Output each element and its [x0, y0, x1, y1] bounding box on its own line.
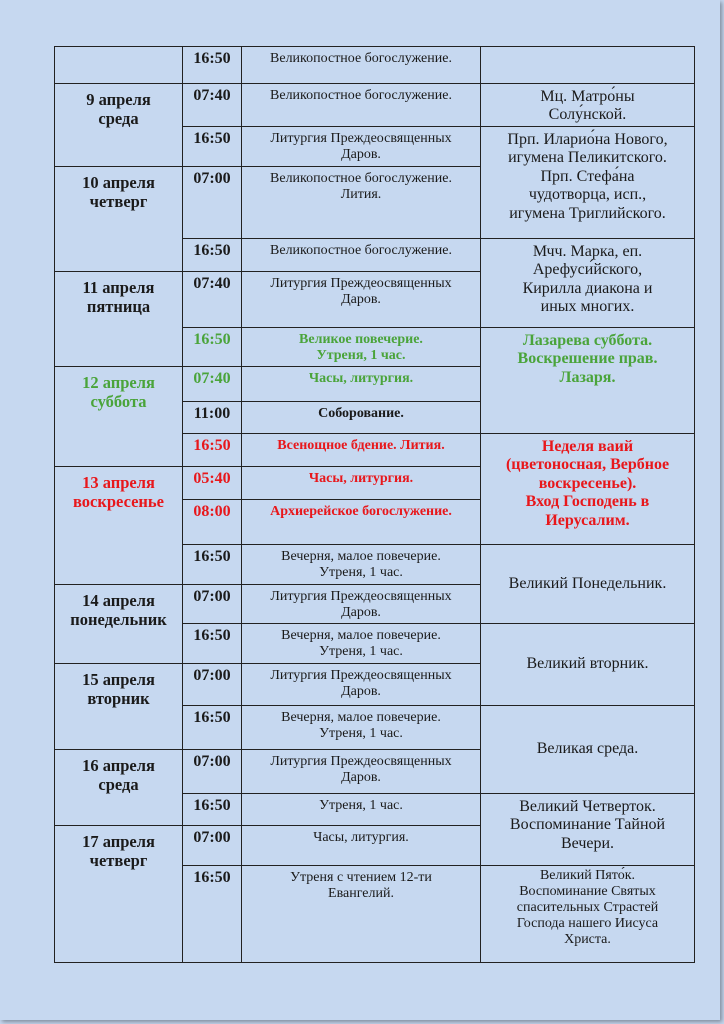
- day-cell: 9 апреля среда: [55, 84, 183, 167]
- time-cell: 16:50: [183, 434, 242, 467]
- day-cell: 15 апреля вторник: [55, 664, 183, 750]
- service-cell: Литургия Преждеосвященных Даров.: [242, 664, 481, 706]
- service-cell: Великопостное богослужение.: [242, 239, 481, 272]
- feast-cell: [481, 47, 695, 84]
- time-cell: 16:50: [183, 866, 242, 963]
- time-cell: 16:50: [183, 706, 242, 750]
- time-cell: 16:50: [183, 545, 242, 585]
- time-cell: 08:00: [183, 500, 242, 545]
- day-cell: 10 апреля четверг: [55, 167, 183, 272]
- time-cell: 07:00: [183, 750, 242, 794]
- service-schedule-table: [54, 46, 695, 963]
- service-cell: Всенощное бдение. Лития.: [242, 434, 481, 467]
- feast-cell: Великий вторник.: [481, 624, 695, 706]
- service-cell: Соборование.: [242, 402, 481, 434]
- time-cell: 07:40: [183, 84, 242, 127]
- day-cell: 11 апреля пятница: [55, 272, 183, 367]
- feast-cell: Великий Понедельник.: [481, 545, 695, 624]
- feast-cell: Лазарева суббота. Воскрешение прав. Лазаря.: [481, 328, 695, 434]
- day-cell: [55, 47, 183, 84]
- day-cell: 14 апреля понедельник: [55, 585, 183, 664]
- service-cell: Великопостное богослужение. Лития.: [242, 167, 481, 239]
- day-cell: 12 апреля суббота: [55, 367, 183, 467]
- time-cell: 07:00: [183, 167, 242, 239]
- time-cell: 07:00: [183, 585, 242, 624]
- feast-cell: Мц. Матро́ны Солу́нской.: [481, 84, 695, 127]
- feast-cell: Великая среда.: [481, 706, 695, 794]
- service-cell: Литургия Преждеосвященных Даров.: [242, 127, 481, 167]
- service-cell: Литургия Преждеосвященных Даров.: [242, 750, 481, 794]
- time-cell: 05:40: [183, 467, 242, 500]
- table-row: [55, 84, 695, 127]
- feast-cell: Прп. Иларио́на Нового, игумена Пеликитского. Прп. Стефа́на чудотворца, исп., игумена Триглийского.: [481, 127, 695, 239]
- service-cell: Вечерня, малое повечерие. Утреня, 1 час.: [242, 545, 481, 585]
- time-cell: 16:50: [183, 794, 242, 826]
- service-cell: Часы, литургия.: [242, 367, 481, 402]
- service-cell: Утреня с чтением 12-ти Евангелий.: [242, 866, 481, 963]
- service-cell: Часы, литургия.: [242, 467, 481, 500]
- service-cell: Вечерня, малое повечерие. Утреня, 1 час.: [242, 706, 481, 750]
- time-cell: 07:40: [183, 367, 242, 402]
- service-cell: Литургия Преждеосвященных Даров.: [242, 272, 481, 328]
- time-cell: 07:00: [183, 826, 242, 866]
- service-cell: Утреня, 1 час.: [242, 794, 481, 826]
- service-cell: Великое повечерие. Утреня, 1 час.: [242, 328, 481, 367]
- day-cell: 16 апреля среда: [55, 750, 183, 826]
- time-cell: 11:00: [183, 402, 242, 434]
- day-cell: 17 апреля четверг: [55, 826, 183, 963]
- service-cell: Великопостное богослужение.: [242, 47, 481, 84]
- service-cell: Великопостное богослужение.: [242, 84, 481, 127]
- time-cell: 16:50: [183, 624, 242, 664]
- service-cell: Часы, литургия.: [242, 826, 481, 866]
- time-cell: 16:50: [183, 47, 242, 84]
- feast-cell: Великий Пято́к. Воспоминание Святых спасительных Страстей Господа нашего Иисуса Христа.: [481, 866, 695, 963]
- day-cell: 13 апреля воскресенье: [55, 467, 183, 585]
- time-cell: 16:50: [183, 239, 242, 272]
- service-cell: Литургия Преждеосвященных Даров.: [242, 585, 481, 624]
- time-cell: 07:40: [183, 272, 242, 328]
- time-cell: 16:50: [183, 328, 242, 367]
- time-cell: 07:00: [183, 664, 242, 706]
- service-cell: Вечерня, малое повечерие. Утреня, 1 час.: [242, 624, 481, 664]
- feast-cell: Неделя ваий (цветоносная, Вербное воскресенье). Вход Господень в Иерусалим.: [481, 434, 695, 545]
- service-cell: Архиерейское богослужение.: [242, 500, 481, 545]
- feast-cell: Мчч. Марка, еп. Арефуси́йского, Кирилла диакона и иных многих.: [481, 239, 695, 328]
- feast-cell: Великий Четверток. Воспоминание Тайной Вечери.: [481, 794, 695, 866]
- table-row: [55, 47, 695, 84]
- time-cell: 16:50: [183, 127, 242, 167]
